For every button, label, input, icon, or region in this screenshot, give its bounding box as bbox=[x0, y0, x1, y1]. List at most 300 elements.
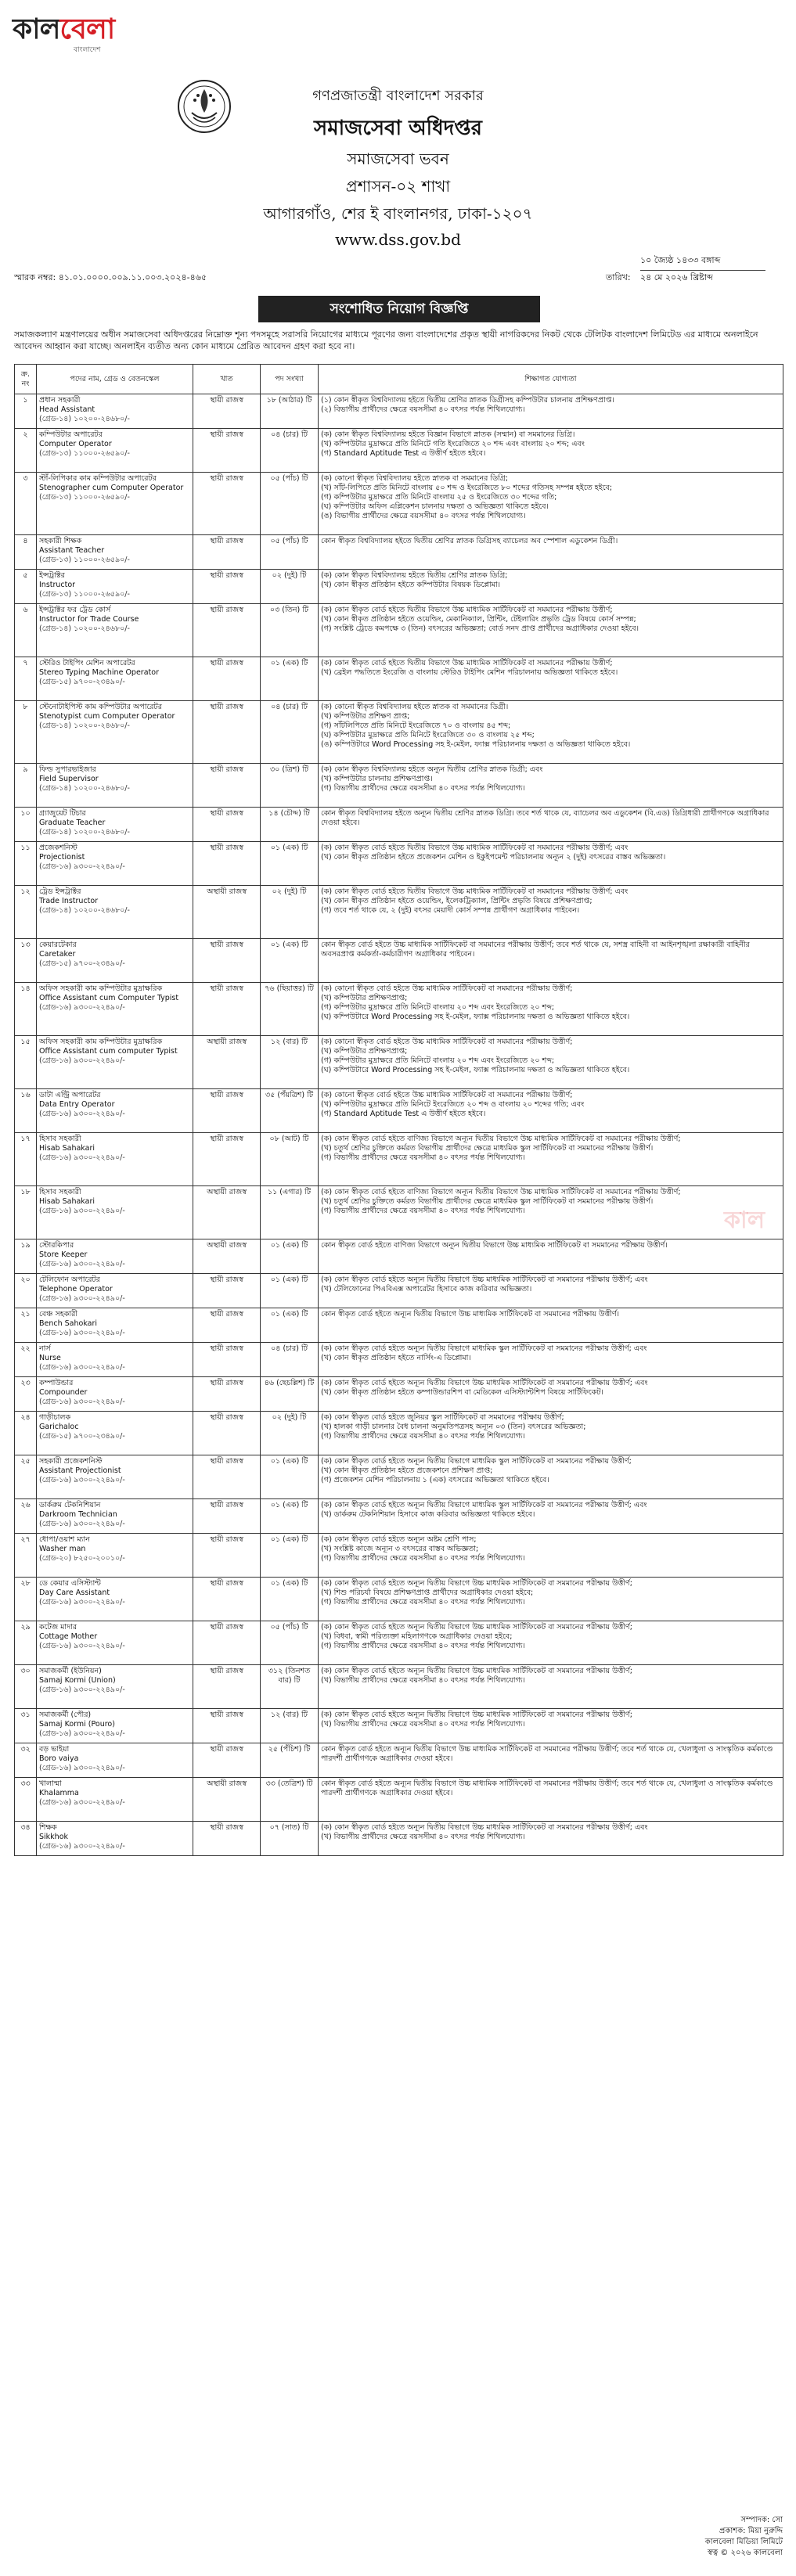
qualification-line: (ক) কোন স্বীকৃত বোর্ড হইতে জুনিয়র স্কুল সার্টিফিকেট বা সমমানের পরীক্ষায় উত্তীর্ণ; bbox=[321, 1413, 564, 1422]
post-grade: (গ্রেড-১৪) ১০২০০-২৪৬৮০/- bbox=[39, 784, 130, 793]
post-name-english: Washer man bbox=[39, 1545, 86, 1553]
cell-serial: ২২ bbox=[15, 1343, 37, 1377]
qualification-line: (গ) কম্পিউটার মুদ্রাক্ষরে প্রতি মিনিটে বাংলায় ২০ শব্দ এবং ইংরেজিতে ২০ শব্দ; bbox=[321, 1003, 555, 1012]
cell-qualification bbox=[319, 842, 783, 886]
post-name-english: Khalamma bbox=[39, 1789, 79, 1797]
qualification-line: (খ) ডার্করুম টেকনিশিয়ান হিসাবে কাজ করিবার অভিজ্ঞতা থাকিতে হইবে। bbox=[321, 1510, 535, 1519]
cell-post-name bbox=[37, 1822, 193, 1856]
cell-post-count: ১২ (বার) টি bbox=[261, 1709, 319, 1743]
cell-sector: স্থায়ী রাজস্ব bbox=[193, 429, 261, 473]
post-name-english: Stereo Typing Machine Operator bbox=[39, 668, 159, 677]
qualification-line: (গ) কম্পিউটার মুদ্রাক্ষরে প্রতি মিনিটে বাংলায় ২০ শব্দ এবং ইংরেজিতে ২০ শব্দ; bbox=[321, 1056, 555, 1065]
qualification-line: (খ) কম্পিউটার প্রশিক্ষণপ্রাপ্ত; bbox=[321, 994, 408, 1002]
cell-serial: ৫ bbox=[15, 570, 37, 604]
post-grade: (গ্রেড-১৪) ১০২০০-২৪৬৮০/- bbox=[39, 624, 130, 633]
cell-post-count: ০১ (এক) টি bbox=[261, 657, 319, 701]
qualification-line: (ক) কোন স্বীকৃত বোর্ড হইতে বাণিজ্য বিভাগে অন্যূন দ্বিতীয় বিভাগে উচ্চ মাধ্যমিক সার্টিফিকেট বা সমমানের পরীক্ষায় উত্তীর্ণ; bbox=[321, 1135, 681, 1143]
vacancy-table bbox=[14, 364, 783, 1856]
qualification-line: (ক) কোন স্বীকৃত বোর্ড হইতে দ্বিতীয় বিভাগে উচ্চ মাধ্যমিক সার্টিফিকেট বা সমমানের পরীক্ষায় উত্তীর্ণ; এবং bbox=[321, 844, 629, 852]
qualification-line: (গ) Standard Aptitude Test এ উত্তীর্ণ হইতে হইবে। bbox=[321, 1110, 486, 1118]
table-row bbox=[15, 1455, 783, 1499]
table-row bbox=[15, 535, 783, 570]
cell-qualification bbox=[319, 394, 783, 429]
table-row bbox=[15, 604, 783, 657]
post-name-english: Bench Sahokari bbox=[39, 1319, 98, 1328]
cell-sector: স্থায়ী রাজস্ব bbox=[193, 535, 261, 570]
cell-post-name bbox=[37, 764, 193, 808]
qualification-line: (ঙ) কম্পিউটারে Word Processing সহ ই-মেইল, ফ্যাক্স পরিচালনায় দক্ষতা ও অভিজ্ঞতা থাকিতে হইবে। bbox=[321, 740, 631, 749]
footer-company: কালবেলা মিডিয়া লিমিটে bbox=[704, 2538, 783, 2546]
qualification-line: কোন স্বীকৃত বোর্ড হইতে উচ্চ মাধ্যমিক সার্টিফিকেট বা সমমানের পরীক্ষায় উত্তীর্ণ; তবে শর্ত থাকে যে, সশস্ত্র বাহিনী বা আইনশৃঙ্খলা রক্ষাকারী বাহিনীর অবসরপ্রাপ্ত কর্মকর্তা-কর্মচারীগণ অগ্রাধিকার পাইবেন। bbox=[321, 941, 750, 959]
cell-qualification bbox=[319, 657, 783, 701]
cell-sector: অস্থায়ী রাজস্ব bbox=[193, 1186, 261, 1239]
post-grade: (গ্রেড-১৩) ১১০০০-২৬৫৯০/- bbox=[39, 493, 130, 502]
qualification-line: (ক) কোন স্বীকৃত বোর্ড হইতে অন্যূন দ্বিতীয় বিভাগে উচ্চ মাধ্যমিক সার্টিফিকেট বা সমমানের পরীক্ষায় উত্তীর্ণ; এবং bbox=[321, 1275, 648, 1284]
cell-post-name bbox=[37, 1377, 193, 1412]
table-row bbox=[15, 1578, 783, 1621]
post-name-bangla: গাড়ীচালক bbox=[39, 1413, 71, 1422]
post-grade: (গ্রেড-১৫) ৯৭০০-২৩৪৯০/- bbox=[39, 678, 125, 686]
qualification-line: (গ) সাঁটলিপিতে প্রতি মিনিটে ইংরেজিতে ৭০ ও বাংলায় ৪৫ শব্দ; bbox=[321, 721, 511, 730]
post-grade: (গ্রেড-১৬) ৯৩০০-২২৪৯০/- bbox=[39, 1764, 125, 1772]
table-row bbox=[15, 1499, 783, 1534]
cell-serial: ৪ bbox=[15, 535, 37, 570]
cell-post-count: ০১ (এক) টি bbox=[261, 1578, 319, 1621]
cell-post-count: ০১ (এক) টি bbox=[261, 1308, 319, 1343]
post-name-english: Darkroom Technician bbox=[39, 1510, 117, 1519]
post-grade: (গ্রেড-১৬) ৯৩০০-২২৪৯০/- bbox=[39, 1329, 125, 1337]
qualification-line: (গ) বিভাগীয় প্রার্থীদের ক্ষেত্রে বয়সসীমা ৪০ বৎসর পর্যন্ত শিথিলযোগ্য। bbox=[321, 1207, 525, 1215]
cell-post-count: ০৫ (পাঁচ) টি bbox=[261, 535, 319, 570]
table-row bbox=[15, 1239, 783, 1274]
table-row bbox=[15, 1377, 783, 1412]
cell-post-count: ০৫ (পাঁচ) টি bbox=[261, 473, 319, 535]
table-body bbox=[15, 394, 783, 1856]
post-name-english: Boro vaiya bbox=[39, 1754, 79, 1763]
table-row bbox=[15, 939, 783, 983]
table-row bbox=[15, 1743, 783, 1778]
qualification-line: (ক) কোনো স্বীকৃত বিশ্ববিদ্যালয় হইতে স্নাতক বা সমমানের ডিগ্রী। bbox=[321, 703, 509, 711]
cell-sector: স্থায়ী রাজস্ব bbox=[193, 1133, 261, 1186]
table-row bbox=[15, 1089, 783, 1133]
cell-serial: ১ bbox=[15, 394, 37, 429]
cell-qualification bbox=[319, 1743, 783, 1778]
table-row bbox=[15, 473, 783, 535]
qualification-line: (ক) কোন স্বীকৃত বোর্ড হইতে দ্বিতীয় বিভাগে উচ্চ মাধ্যমিক সার্টিফিকেট বা সমমানের পরীক্ষায় উত্তীর্ণ; এবং bbox=[321, 887, 629, 896]
qualification-line: (ক) কোন স্বীকৃত বোর্ড হইতে অন্যূন দ্বিতীয় বিভাগে মাধ্যমিক স্কুল সার্টিফিকেট বা সমমানের পরীক্ষায় উত্তীর্ণ; bbox=[321, 1457, 632, 1466]
cell-post-name bbox=[37, 808, 193, 842]
table-row bbox=[15, 1709, 783, 1743]
col-post-count: পদ সংখ্যা bbox=[261, 365, 319, 394]
qualification-line: (ক) কোনো স্বীকৃত বিশ্ববিদ্যালয় হইতে স্নাতক বা সমমানের ডিগ্রি; bbox=[321, 474, 509, 483]
cell-sector: স্থায়ী রাজস্ব bbox=[193, 939, 261, 983]
qualification-line: (ঘ) কম্পিউটারে Word Processing সহ ই-মেইল, ফ্যাক্স পরিচালনায় দক্ষতা ও অভিজ্ঞতা থাকিতে হইবে। bbox=[321, 1066, 630, 1074]
cell-serial: ১৮ bbox=[15, 1186, 37, 1239]
col-post-name: পদের নাম, গ্রেড ও বেতনস্কেল bbox=[37, 365, 193, 394]
col-qualification: শিক্ষাগত যোগ্যতা bbox=[319, 365, 783, 394]
qualification-line: (খ) কোন স্বীকৃত প্রতিষ্ঠান হইতে প্রজেকশন মেশিন ও ইকুইপমেন্ট পরিচালনায় অন্যূন ২ (দুই) বৎসরের বাস্তব অভিজ্ঞতা। bbox=[321, 853, 666, 862]
cell-sector: স্থায়ী রাজস্ব bbox=[193, 1743, 261, 1778]
table-row bbox=[15, 570, 783, 604]
table-row bbox=[15, 1778, 783, 1822]
post-name-english: Samaj Kormi (Union) bbox=[39, 1676, 116, 1685]
qualification-line: কোন স্বীকৃত বোর্ড হইতে অন্যূন দ্বিতীয় বিভাগে উচ্চ মাধ্যমিক সার্টিফিকেট বা সমমানের পরীক্ষায় উত্তীর্ণ। bbox=[321, 1310, 620, 1319]
cell-qualification bbox=[319, 701, 783, 764]
cell-sector: স্থায়ী রাজস্ব bbox=[193, 1499, 261, 1534]
cell-post-name bbox=[37, 1239, 193, 1274]
cell-post-name bbox=[37, 1621, 193, 1665]
post-name-bangla: কটেজ মাদার bbox=[39, 1623, 77, 1632]
post-name-english: Projectionist bbox=[39, 853, 85, 862]
cell-qualification bbox=[319, 570, 783, 604]
cell-serial: ২৯ bbox=[15, 1621, 37, 1665]
cell-sector: স্থায়ী রাজস্ব bbox=[193, 1455, 261, 1499]
post-name-english: Instructor for Trade Course bbox=[39, 615, 139, 624]
post-name-bangla: ট্রেড ইন্সট্রাক্টর bbox=[39, 887, 81, 896]
qualification-line: (গ) বিভাগীয় প্রার্থীদের ক্ষেত্রে বয়সসীমা ৪০ বৎসর পর্যন্ত শিথিলযোগ্য। bbox=[321, 784, 525, 793]
qualification-line: (খ) টেলিফোনের পিএবিএক্স অপারেটর হিসাবে কাজ করিবার অভিজ্ঞতা। bbox=[321, 1285, 532, 1293]
post-name-english: Computer Operator bbox=[39, 440, 112, 448]
table-row bbox=[15, 1534, 783, 1578]
post-name-english: Compounder bbox=[39, 1388, 88, 1397]
cell-sector: স্থায়ী রাজস্ব bbox=[193, 1534, 261, 1578]
qualification-line: (গ) প্রজেকশন মেশিন পরিচালনায় ১ (এক) বৎসরের অভিজ্ঞতা থাকিতে হইবে। bbox=[321, 1476, 549, 1484]
cell-qualification bbox=[319, 1455, 783, 1499]
cell-serial: ৭ bbox=[15, 657, 37, 701]
post-name-bangla: বড় ভাইয়া bbox=[39, 1745, 70, 1754]
cell-post-count: ৭৬ (ছিয়াত্তর) টি bbox=[261, 983, 319, 1036]
qualification-line: (গ) তবে শর্ত থাকে যে, ২ (দুই) বৎসর মেয়াদী কোর্স সম্পন্ন প্রার্থীগণ অগ্রাধিকার পাইবেন। bbox=[321, 906, 580, 915]
cell-serial: ২৬ bbox=[15, 1499, 37, 1534]
qualification-line: (খ) কম্পিউটার প্রশিক্ষণপ্রাপ্ত; bbox=[321, 1047, 408, 1056]
qualification-line: (ক) কোন স্বীকৃত বিশ্ববিদ্যালয় হইতে বিজ্ঞান বিভাগে স্নাতক (সম্মান) বা সমমানের ডিগ্রি। bbox=[321, 430, 575, 439]
post-name-bangla: স্টাঁ-লিপিকার কাম কম্পিউটার অপারেটর bbox=[39, 474, 157, 483]
cell-sector: স্থায়ী রাজস্ব bbox=[193, 1412, 261, 1455]
cell-sector: স্থায়ী রাজস্ব bbox=[193, 394, 261, 429]
cell-qualification bbox=[319, 1308, 783, 1343]
cell-post-name bbox=[37, 939, 193, 983]
post-name-bangla: সমাজকর্মী (পৌর) bbox=[39, 1711, 92, 1719]
table-row bbox=[15, 842, 783, 886]
cell-sector: স্থায়ী রাজস্ব bbox=[193, 983, 261, 1036]
cell-serial: ২১ bbox=[15, 1308, 37, 1343]
table-row bbox=[15, 764, 783, 808]
cell-qualification bbox=[319, 1778, 783, 1822]
qualification-line: (খ) কম্পিউটার মুদ্রাক্ষরে প্রতি মিনিটে গতি ইংরেজিতে ২০ শব্দ এবং বাংলায় ২০ শব্দ; এবং bbox=[321, 440, 585, 448]
post-grade: (গ্রেড-২০) ৮২৫০-২০০১০/- bbox=[39, 1554, 125, 1563]
qualification-line: (খ) শিশু পরিচর্যা বিষয়ে প্রশিক্ষণপ্রাপ্ত প্রার্থীদের অগ্রাধিকার দেওয়া হইবে; bbox=[321, 1588, 534, 1597]
qualification-line: (খ) বিধবা, স্বামী পরিত্যক্তা মহিলাগণকে অগ্রাধিকার দেওয়া হইবে; bbox=[321, 1632, 513, 1641]
cell-qualification bbox=[319, 1578, 783, 1621]
header-line-3: সমাজসেবা ভবন bbox=[347, 149, 449, 168]
table-row bbox=[15, 1412, 783, 1455]
cell-sector: স্থায়ী রাজস্ব bbox=[193, 604, 261, 657]
post-name-english: Day Care Assistant bbox=[39, 1588, 110, 1597]
cell-serial: ৯ bbox=[15, 764, 37, 808]
date-english: ২৪ মে ২০২৬ খ্রিষ্টাব্দ bbox=[640, 272, 713, 282]
cell-post-name bbox=[37, 1308, 193, 1343]
post-name-bangla: অফিস সহকারী কাম কম্পিউটার মুদ্রাক্ষরিক bbox=[39, 984, 163, 993]
qualification-line: (১) কোন স্বীকৃত বিশ্ববিদ্যালয় হইতে দ্বিতীয় শ্রেণির স্নাতক ডিগ্রীসহ কম্পিউটার চালনায় প্রশিক্ষণপ্রাপ্ত। bbox=[321, 396, 614, 405]
cell-post-name bbox=[37, 1133, 193, 1186]
post-name-english: Graduate Teacher bbox=[39, 818, 106, 827]
cell-serial: ৩৩ bbox=[15, 1778, 37, 1822]
cell-sector: স্থায়ী রাজস্ব bbox=[193, 657, 261, 701]
post-grade: (গ্রেড-১৪) ১০২০০-২৪৬৮০/- bbox=[39, 721, 130, 730]
qualification-line: (গ) বিভাগীয় প্রার্থীদের ক্ষেত্রে বয়সসীমা ৪০ বৎসর পর্যন্ত শিথিলযোগ্য। bbox=[321, 1153, 525, 1162]
post-name-english: Assistant Teacher bbox=[39, 546, 105, 555]
post-grade: (গ্রেড-১৬) ৯৩০০-২২৪৯০/- bbox=[39, 1260, 125, 1268]
post-grade: (গ্রেড-১৩) ১১০০০-২৬৫৯০/- bbox=[39, 449, 130, 458]
cell-qualification bbox=[319, 886, 783, 939]
cell-qualification bbox=[319, 939, 783, 983]
post-name-english: Samaj Kormi (Pouro) bbox=[39, 1720, 115, 1729]
footer-editor: সম্পাদক: সাে bbox=[740, 2516, 783, 2524]
post-name-english: Office Assistant cum Computer Typist bbox=[39, 994, 179, 1002]
cell-post-name bbox=[37, 1412, 193, 1455]
qualification-line: (ক) কোন স্বীকৃত বোর্ড হইতে দ্বিতীয় বিভাগে উচ্চ মাধ্যমিক সার্টিফিকেট বা সমমানের পরীক্ষায় উত্তীর্ণ; bbox=[321, 606, 613, 614]
post-name-english: Nurse bbox=[39, 1354, 61, 1362]
footer-copyright: স্বত্ব © ২০২৬ কালবেলা bbox=[707, 2549, 783, 2557]
cell-qualification bbox=[319, 1665, 783, 1709]
cell-sector: স্থায়ী রাজস্ব bbox=[193, 808, 261, 842]
cell-qualification bbox=[319, 808, 783, 842]
qualification-line: (খ) কোন স্বীকৃত প্রতিষ্ঠান হইতে কম্পিউটার বিষয়ক ডিপ্লোমা। bbox=[321, 581, 501, 589]
qualification-line: (ক) কোন স্বীকৃত বোর্ড হইতে অন্যূন দ্বিতীয় বিভাগে মাধ্যমিক স্কুল সার্টিফিকেট বা সমমানের পরীক্ষায় উত্তীর্ণ; এবং bbox=[321, 1501, 647, 1509]
qualification-line: (খ) বিভাগীয় প্রার্থীদের ক্ষেত্রে বয়সসীমা ৪০ বৎসর পর্যন্ত শিথিলযোগ্য। bbox=[321, 1720, 525, 1729]
post-name-english: Trade Instructor bbox=[39, 897, 99, 905]
qualification-line: (খ) কোন স্বীকৃত প্রতিষ্ঠান হইতে নার্সিং-এ ডিপ্লোমা। bbox=[321, 1354, 471, 1362]
cell-post-name bbox=[37, 1274, 193, 1308]
qualification-line: (ক) কোন স্বীকৃত বোর্ড হইতে অন্যূন দ্বিতীয় বিভাগে উচ্চ মাধ্যমিক সার্টিফিকেট বা সমমানের পরীক্ষায় উত্তীর্ণ; bbox=[321, 1579, 632, 1588]
post-grade: (গ্রেড-১৪) ১০২০০-২৪৬৮০/- bbox=[39, 415, 130, 423]
post-grade: (গ্রেড-১৬) ৯৩০০-২২৪৯০/- bbox=[39, 1842, 125, 1851]
post-name-english: Head Assistant bbox=[39, 405, 95, 414]
cell-sector: অস্থায়ী রাজস্ব bbox=[193, 1239, 261, 1274]
post-grade: (গ্রেড-১৬) ৯৩০০-২২৪৯০/- bbox=[39, 1798, 125, 1807]
table-row bbox=[15, 1186, 783, 1239]
cell-qualification bbox=[319, 1089, 783, 1133]
cell-post-name bbox=[37, 1455, 193, 1499]
qualification-line: (ঘ) কম্পিউটার অফিস এপ্লিকেশন চালনায় দক্ষতা ও অভিজ্ঞতা থাকিতে হইবে। bbox=[321, 502, 549, 511]
qualification-line: কোন স্বীকৃত বোর্ড হইতে অন্যূন দ্বিতীয় বিভাগে উচ্চ মাধ্যমিক সার্টিফিকেট বা সমমানের পরীক্ষায় উত্তীর্ণ; তবে শর্ত থাকে যে, খেলাধুলা ও সাংস্কৃতিক কর্মকাণ্ডে পারদর্শী প্রার্থীগণকে অগ্রাধিকার দেওয়া হইবে। bbox=[321, 1779, 773, 1797]
qualification-line: (খ) ব্রেইল পদ্ধতিতে ইংরেজি ও বাংলায় স্টেরিও টাইপিং মেশিন পরিচালনায় অভিজ্ঞতা থাকিতে হইবে। bbox=[321, 668, 618, 677]
cell-qualification bbox=[319, 1343, 783, 1377]
cell-sector: অস্থায়ী রাজস্ব bbox=[193, 1778, 261, 1822]
post-name-bangla: ডার্করুম টেকনিশিয়ান bbox=[39, 1501, 101, 1509]
post-name-english: Garichaloc bbox=[39, 1423, 79, 1431]
cell-post-count: ৪৬ (ছেচল্লিশ) টি bbox=[261, 1377, 319, 1412]
post-name-english: Caretaker bbox=[39, 950, 76, 959]
qualification-line: (ক) কোনো স্বীকৃত বোর্ড হইতে উচ্চ মাধ্যমিক সার্টিফিকেট বা সমমানের পরীক্ষায় উত্তীর্ণ; bbox=[321, 1038, 573, 1046]
cell-post-name bbox=[37, 1499, 193, 1534]
qualification-line: (গ) কম্পিউটার মুদ্রাক্ষরে প্রতি মিনিটে বাংলায় ২৫ ও ইংরেজিতে ৩০ শব্দের গতি; bbox=[321, 493, 557, 502]
cell-post-count: ০১ (এক) টি bbox=[261, 1534, 319, 1578]
intro-paragraph: সমাজকল্যাণ মন্ত্রণালয়ের অধীন সমাজসেবা অধিদপ্তরের নিম্নোক্ত শূন্য পদসমূহে সরাসরি নিয়োগের মাধ্যমে পূরণের জন্য বাংলাদেশের প্রকৃত স্থায়ী নাগরিকদের নিকট থেকে টেলিটক বাংলাদেশ লিমিটেড এর মাধ্যমে অনলাইনে আবেদন আহ্বান করা যাচ্ছে। অনলাইন ব্যতীত অন্য কোন মাধ্যমে প্রেরিত আবেদন গ্রহণ করা হবে না। bbox=[14, 329, 758, 351]
table-row bbox=[15, 429, 783, 473]
cell-qualification bbox=[319, 1534, 783, 1578]
post-name-english: Sikkhok bbox=[39, 1833, 69, 1841]
cell-serial: ৩৪ bbox=[15, 1822, 37, 1856]
qualification-line: (গ) বিভাগীয় প্রার্থীদের ক্ষেত্রে বয়সসীমা ৪০ বৎসর পর্যন্ত শিথিলযোগ্য। bbox=[321, 1642, 525, 1650]
qualification-line: (ঘ) কম্পিউটার মুদ্রাক্ষরে প্রতি মিনিটে ইংরেজিতে ৩০ ও বাংলায় ২৫ শব্দ; bbox=[321, 731, 535, 739]
cell-post-count: ০১ (এক) টি bbox=[261, 1455, 319, 1499]
post-name-bangla: গ্র্যাজুয়েট টিচার bbox=[39, 809, 86, 818]
cell-serial: ৬ bbox=[15, 604, 37, 657]
cell-post-count: ১৪ (চৌদ্দ) টি bbox=[261, 808, 319, 842]
cell-qualification bbox=[319, 1133, 783, 1186]
watermark-logo: কাল bbox=[724, 1207, 765, 1234]
cell-post-name bbox=[37, 1665, 193, 1709]
qualification-line: (ঙ) বিভাগীয় প্রার্থীদের ক্ষেত্রে বয়সসীমা ৪০ বৎসর পর্যন্ত শিথিলযোগ্য। bbox=[321, 512, 526, 520]
qualification-line: (ক) কোন স্বীকৃত বোর্ড হইতে অন্যূন অষ্টম শ্রেণি পাস; bbox=[321, 1535, 477, 1544]
post-name-bangla: সহকারী শিক্ষক bbox=[39, 537, 82, 545]
post-grade: (গ্রেড-১৬) ৯৩০০-২২৪৯০/- bbox=[39, 1398, 125, 1406]
qualification-line: (গ) বিভাগীয় প্রার্থীদের ক্ষেত্রে বয়সসীমা ৪০ বৎসর পর্যন্ত শিথিলযোগ্য। bbox=[321, 1598, 525, 1606]
cell-serial: ১৬ bbox=[15, 1089, 37, 1133]
cell-post-name bbox=[37, 394, 193, 429]
post-grade: (গ্রেড-১৪) ১০২০০-২৪৬৮০/- bbox=[39, 828, 130, 836]
cell-post-name bbox=[37, 657, 193, 701]
cell-sector: স্থায়ী রাজস্ব bbox=[193, 1274, 261, 1308]
cell-post-name bbox=[37, 1578, 193, 1621]
post-name-english: Hisab Sahakari bbox=[39, 1197, 95, 1206]
cell-serial: ৮ bbox=[15, 701, 37, 764]
qualification-line: (খ) বিভাগীয় প্রার্থীদের ক্ষেত্রে বয়সসীমা ৪০ বৎসর পর্যন্ত শিথিলযোগ্য। bbox=[321, 1676, 525, 1685]
post-grade: (গ্রেড-১৪) ১০২০০-২৪৬৮০/- bbox=[39, 906, 130, 915]
post-grade: (গ্রেড-১৫) ৯৭০০-২৩৪৯০/- bbox=[39, 1432, 125, 1441]
cell-post-count: ১১ (এগার) টি bbox=[261, 1186, 319, 1239]
government-header bbox=[0, 85, 796, 249]
cell-sector: অস্থায়ী রাজস্ব bbox=[193, 1036, 261, 1089]
cell-post-name bbox=[37, 535, 193, 570]
cell-serial: ১২ bbox=[15, 886, 37, 939]
cell-serial: ১০ bbox=[15, 808, 37, 842]
post-grade: (গ্রেড-১৬) ৯৩০০-২২৪৯০/- bbox=[39, 1598, 125, 1606]
cell-post-name bbox=[37, 1778, 193, 1822]
cell-post-count: ০৩ (তিন) টি bbox=[261, 604, 319, 657]
cell-post-count: ০৪ (চার) টি bbox=[261, 429, 319, 473]
cell-post-count: ২৫ (পঁচিশ) টি bbox=[261, 1743, 319, 1778]
post-name-bangla: স্টোরকিপার bbox=[39, 1241, 74, 1250]
qualification-line: (খ) কম্পিউটার মুদ্রাক্ষরে প্রতি মিনিটে ইংরেজিতে ২০ শব্দ ও বাংলায় ২০ শব্দের গতি; এবং bbox=[321, 1100, 585, 1109]
notice-title-banner: সংশোধিত নিয়োগ বিজ্ঞপ্তি bbox=[258, 296, 540, 322]
qualification-line: (ক) কোন স্বীকৃত বোর্ড হইতে অন্যূন দ্বিতীয় বিভাগে উচ্চ মাধ্যমিক সার্টিফিকেট বা সমমানের পরীক্ষায় উত্তীর্ণ; bbox=[321, 1711, 632, 1719]
post-name-bangla: প্রজেকশনিস্ট bbox=[39, 844, 77, 852]
table-row bbox=[15, 1621, 783, 1665]
cell-post-name bbox=[37, 1343, 193, 1377]
cell-post-count: ১২ (বার) টি bbox=[261, 1036, 319, 1089]
kalbela-logo[interactable] bbox=[13, 8, 122, 58]
cell-post-name bbox=[37, 570, 193, 604]
post-name-english: Cottage Mother bbox=[39, 1632, 98, 1641]
cell-sector: স্থায়ী রাজস্ব bbox=[193, 1578, 261, 1621]
post-name-bangla: হিসাব সহকারী bbox=[39, 1188, 81, 1196]
publisher-footer bbox=[571, 2515, 783, 2559]
table-row bbox=[15, 808, 783, 842]
cell-qualification bbox=[319, 429, 783, 473]
cell-sector: স্থায়ী রাজস্ব bbox=[193, 1308, 261, 1343]
cell-post-count: ০৮ (আট) টি bbox=[261, 1133, 319, 1186]
post-name-bangla: ডাটা এন্ট্রি অপারেটর bbox=[39, 1091, 101, 1099]
qualification-line: (ঘ) কম্পিউটারে Word Processing সহ ই-মেইল, ফ্যাক্স পরিচালনায় দক্ষতা ও অভিজ্ঞতা থাকিতে হইবে। bbox=[321, 1013, 630, 1021]
cell-post-count: ০২ (দুই) টি bbox=[261, 886, 319, 939]
cell-sector: স্থায়ী রাজস্ব bbox=[193, 701, 261, 764]
qualification-line: কোন স্বীকৃত বোর্ড হইতে অন্যূন দ্বিতীয় বিভাগে উচ্চ মাধ্যমিক সার্টিফিকেট বা সমমানের পরীক্ষায় উত্তীর্ণ; তবে শর্ত থাকে যে, খেলাধুলা ও সাংস্কৃতিক কর্মকাণ্ডে পারদর্শী প্রার্থীগণকে অগ্রাধিকার দেওয়া হইবে। bbox=[321, 1745, 773, 1763]
post-name-english: Store Keeper bbox=[39, 1250, 88, 1259]
post-name-bangla: সহকারী প্রজেকশনিস্ট bbox=[39, 1457, 103, 1466]
post-name-bangla: ধোপা/ওয়াশ ম্যান bbox=[39, 1535, 90, 1544]
qualification-line: (গ) বিভাগীয় প্রার্থীদের ক্ষেত্রে বয়সসীমা ৪০ বৎসর পর্যন্ত শিথিলযোগ্য। bbox=[321, 1432, 525, 1441]
cell-post-count: ০১ (এক) টি bbox=[261, 842, 319, 886]
qualification-line: (ক) কোন স্বীকৃত বোর্ড হইতে অন্যূন দ্বিতীয় বিভাগে উচ্চ মাধ্যমিক সার্টিফিকেট বা সমমানের পরীক্ষায় উত্তীর্ণ; এবং bbox=[321, 1379, 648, 1387]
post-grade: (গ্রেড-১৬) ৯৩০০-২২৪৯০/- bbox=[39, 1686, 125, 1694]
qualification-line: (খ) চতুর্থ শ্রেণির চুক্তিতে কর্মরত বিভাগীয় প্রার্থীদের ক্ষেত্রে মাধ্যমিক স্কুল সার্টিফিকেট বা সমমানের পরীক্ষায় উত্তীর্ণ। bbox=[321, 1144, 654, 1153]
date-bangla: ১০ জ্যৈষ্ঠ ১৪৩৩ বঙ্গাব্দ bbox=[640, 254, 765, 271]
post-name-english: Data Entry Operator bbox=[39, 1100, 115, 1109]
cell-serial: ৩২ bbox=[15, 1743, 37, 1778]
cell-serial: ১৩ bbox=[15, 939, 37, 983]
post-name-bangla: নার্স bbox=[39, 1344, 51, 1353]
cell-serial: ১৫ bbox=[15, 1036, 37, 1089]
logo-text: কালবেলা bbox=[13, 13, 115, 45]
post-name-bangla: ডে কেয়ার এসিস্ট্যান্ট bbox=[39, 1579, 101, 1588]
cell-sector: স্থায়ী রাজস্ব bbox=[193, 1665, 261, 1709]
post-grade: (গ্রেড-১৬) ৯৩০০-২২৪৯০/- bbox=[39, 1153, 125, 1162]
cell-serial: ১৭ bbox=[15, 1133, 37, 1186]
cell-sector: স্থায়ী রাজস্ব bbox=[193, 1709, 261, 1743]
cell-serial: ২০ bbox=[15, 1274, 37, 1308]
qualification-line: (খ) কোন স্বীকৃত প্রতিষ্ঠান হইতে ওয়েল্ডিং, ইলেকট্রিক্যাল, প্রিন্টিং প্রভৃতি বিষয়ে প্রশিক্ষণপ্রাপ্ত; bbox=[321, 897, 592, 905]
post-name-bangla: খালাম্মা bbox=[39, 1779, 62, 1788]
cell-post-name bbox=[37, 1534, 193, 1578]
cell-qualification bbox=[319, 1822, 783, 1856]
qualification-line: (ক) কোন স্বীকৃত বোর্ড হইতে অন্যূন দ্বিতীয় বিভাগে মাধ্যমিক স্কুল সার্টিফিকেট বা সমমানের পরীক্ষায় উত্তীর্ণ; এবং bbox=[321, 1344, 647, 1353]
post-grade: (গ্রেড-১৬) ৯৩০০-২২৪৯০/- bbox=[39, 1363, 125, 1372]
cell-serial: ২৩ bbox=[15, 1377, 37, 1412]
post-name-bangla: অফিস সহকারী কাম কম্পিউটার মুদ্রাক্ষরিক bbox=[39, 1038, 163, 1046]
qualification-line: (খ) বিভাগীয় প্রার্থীদের ক্ষেত্রে বয়সসীমা ৪০ বৎসর পর্যন্ত শিথিলযোগ্য। bbox=[321, 1833, 525, 1841]
cell-qualification bbox=[319, 1239, 783, 1274]
table-row bbox=[15, 1822, 783, 1856]
cell-post-count: ০৭ (সাত) টি bbox=[261, 1822, 319, 1856]
cell-post-count: ০১ (এক) টি bbox=[261, 1239, 319, 1274]
cell-post-count: ৩০ (ত্রিশ) টি bbox=[261, 764, 319, 808]
post-name-bangla: কেয়ারটেকার bbox=[39, 941, 77, 949]
post-name-bangla: সমাজকর্মী (ইউনিয়ন) bbox=[39, 1667, 102, 1675]
qualification-line: (ক) কোন স্বীকৃত বোর্ড হইতে বাণিজ্য বিভাগে অন্যূন দ্বিতীয় বিভাগে উচ্চ মাধ্যমিক সার্টিফিকেট বা সমমানের পরীক্ষায় উত্তীর্ণ; bbox=[321, 1188, 681, 1196]
post-grade: (গ্রেড-১৬) ৯৩০০-২২৪৯০/- bbox=[39, 1003, 125, 1012]
qualification-line: (গ) সংশ্লিষ্ট ট্রেডে কমপক্ষে ৩ (তিন) বৎসরের অভিজ্ঞতা; বোর্ড সনদ প্রাপ্ত প্রার্থীদের অগ্রাধিকার দেওয়া হইবে। bbox=[321, 624, 639, 633]
cell-post-name bbox=[37, 1036, 193, 1089]
post-name-english: Office Assistant cum computer Typist bbox=[39, 1047, 178, 1056]
cell-sector: স্থায়ী রাজস্ব bbox=[193, 570, 261, 604]
cell-post-name bbox=[37, 701, 193, 764]
cell-qualification bbox=[319, 1036, 783, 1089]
table-row bbox=[15, 1308, 783, 1343]
cell-post-count: ৩৩ (তেত্রিশ) টি bbox=[261, 1778, 319, 1822]
post-name-bangla: প্রধান সহকারী bbox=[39, 396, 81, 405]
cell-qualification bbox=[319, 1499, 783, 1534]
cell-serial: ২৭ bbox=[15, 1534, 37, 1578]
cell-serial: ৩ bbox=[15, 473, 37, 535]
cell-qualification bbox=[319, 1274, 783, 1308]
table-row bbox=[15, 1036, 783, 1089]
cell-post-count: ৩১২ (তিনশত বার) টি bbox=[261, 1665, 319, 1709]
post-grade: (গ্রেড-১৬) ৯৩০০-২২৪৯০/- bbox=[39, 1294, 125, 1303]
post-name-bangla: কম্পাউন্ডার bbox=[39, 1379, 74, 1387]
qualification-line: (২) বিভাগীয় প্রার্থীদের ক্ষেত্রে বয়সসীমা ৪০ বৎসর পর্যন্ত শিথিলযোগ্য। bbox=[321, 405, 525, 414]
